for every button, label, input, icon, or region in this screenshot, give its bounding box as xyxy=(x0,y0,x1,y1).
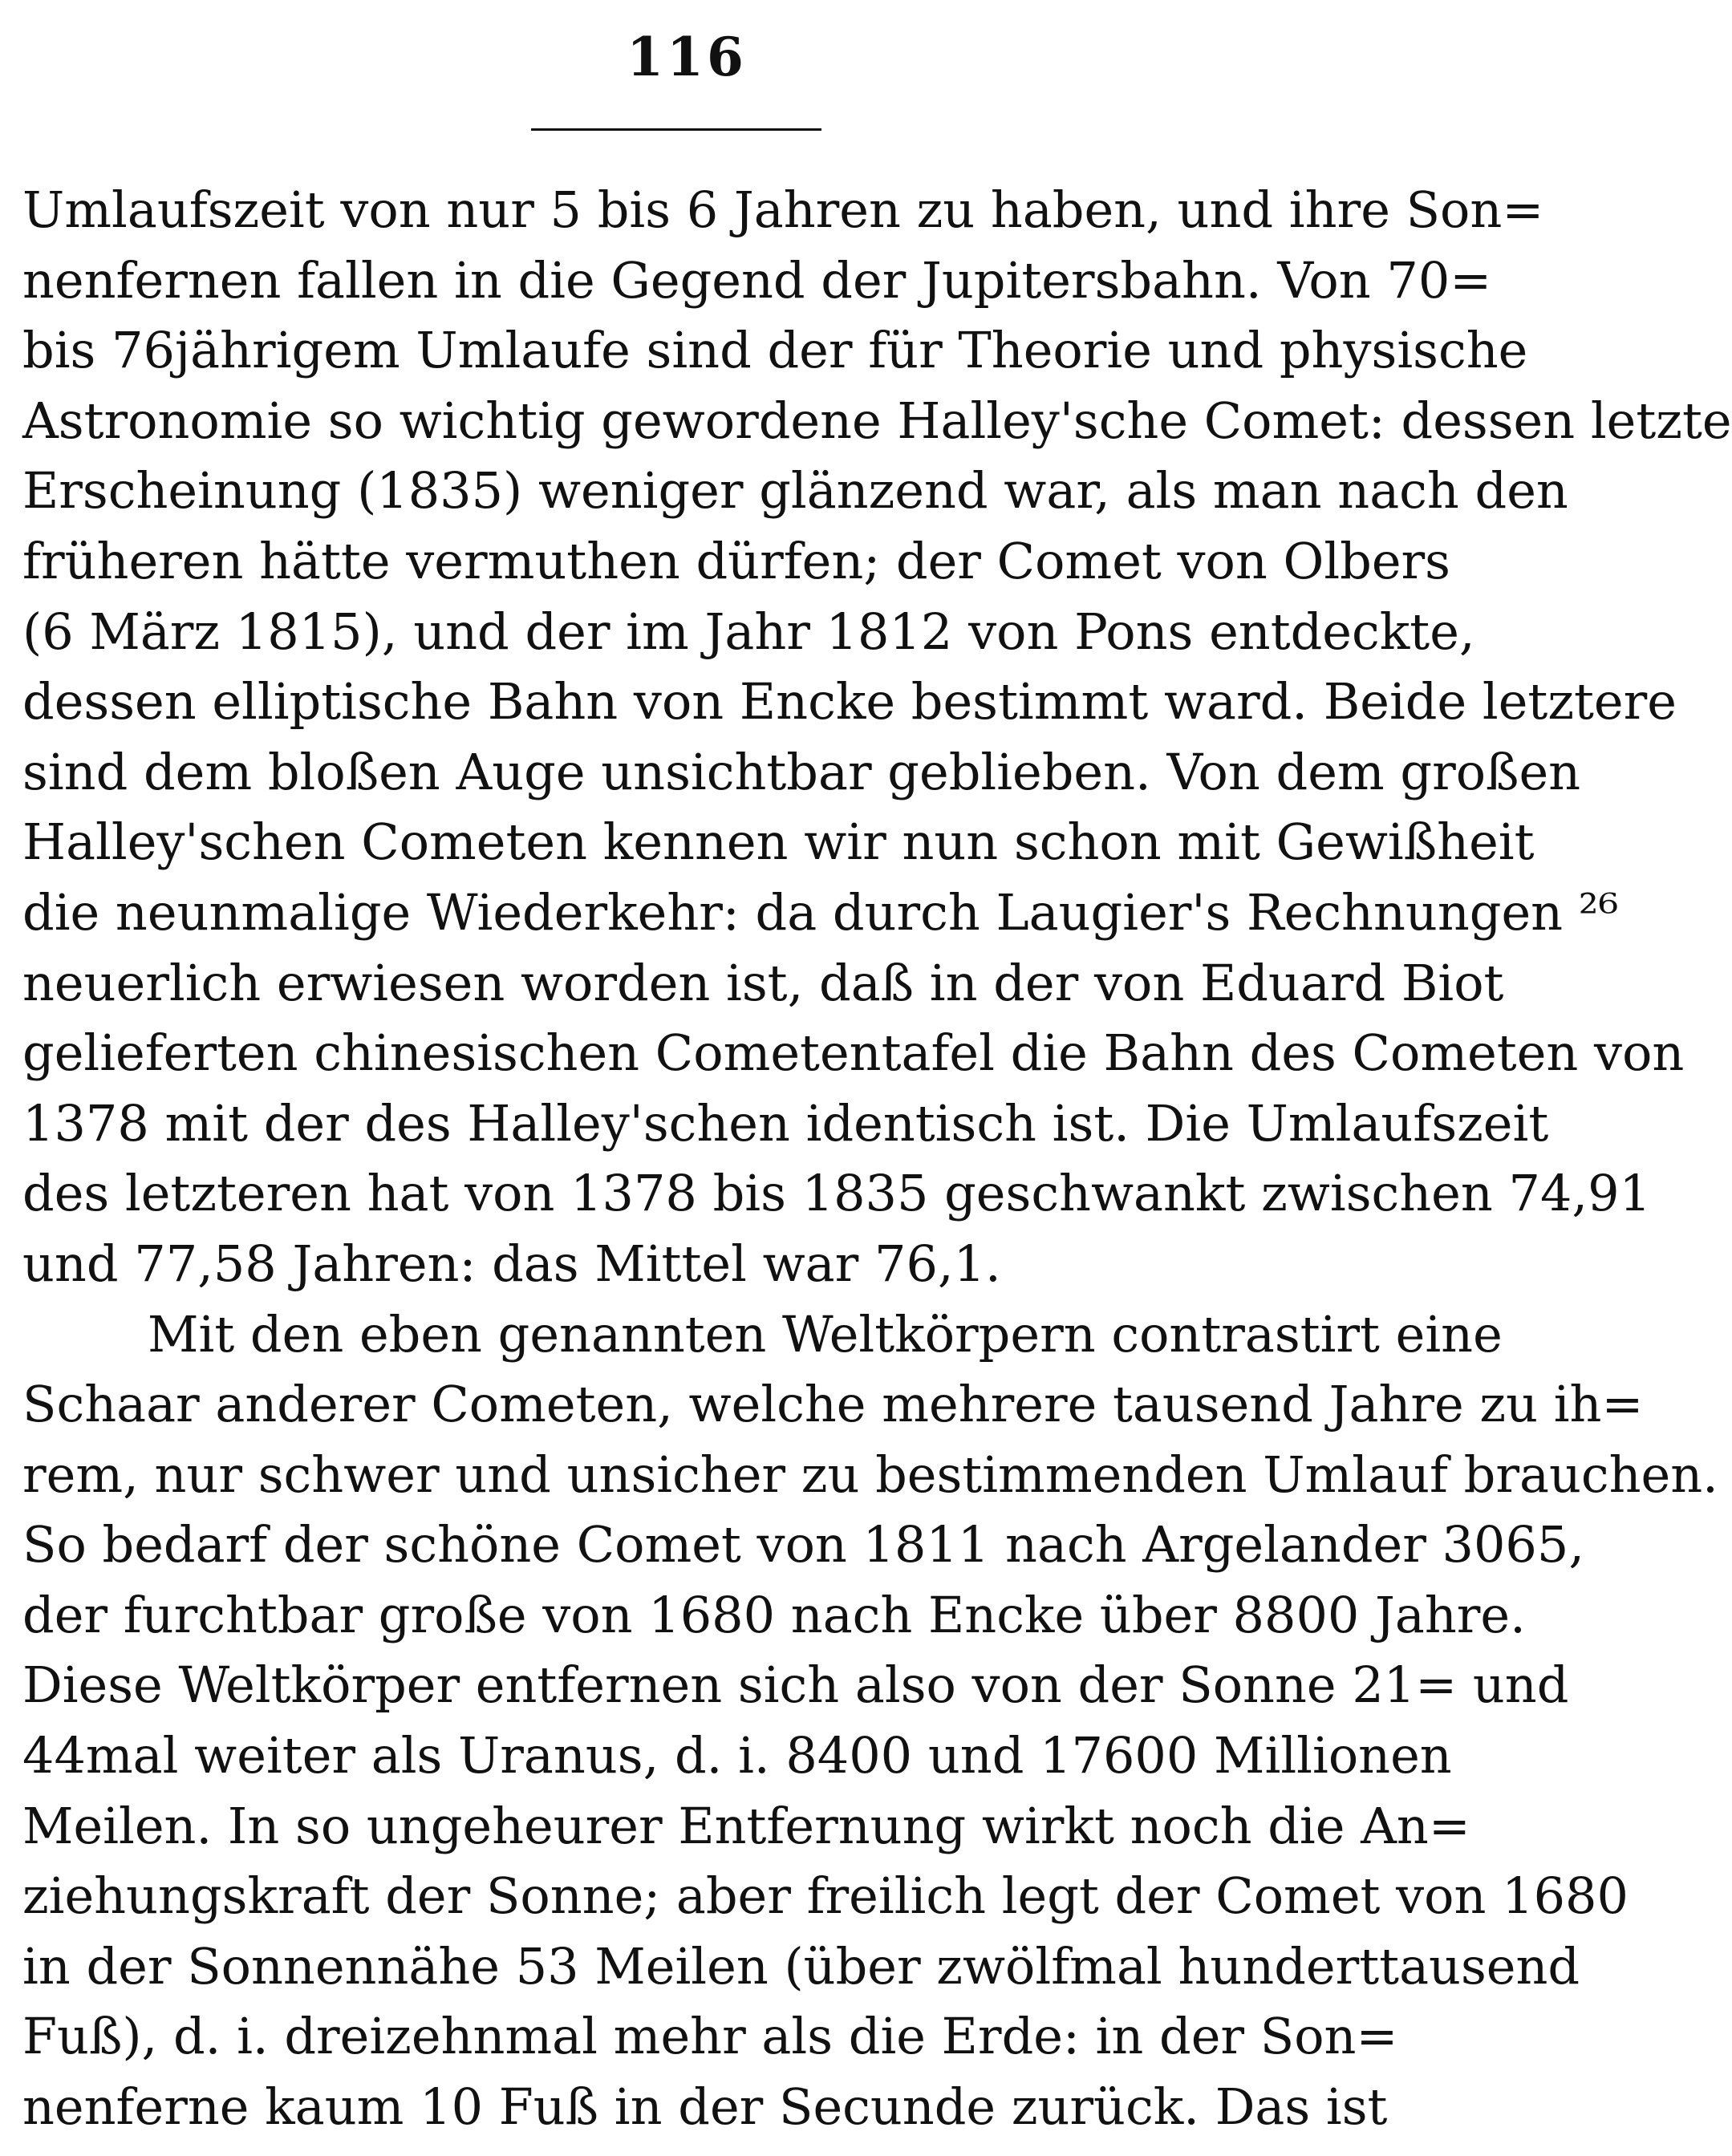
text-line: früheren hätte vermuthen dürfen; der Comet von Olbers xyxy=(22,531,1450,590)
text-line: 1378 mit der des Halley'schen identisch ist. Die Umlaufszeit xyxy=(22,1093,1549,1153)
text-line: ziehungskraft der Sonne; aber freilich legt der Comet von 1680 xyxy=(22,1866,1629,1926)
body-text xyxy=(22,175,1732,2142)
text-line: in der Sonnennähe 53 Meilen (über zwölfmal hunderttausend xyxy=(22,1936,1580,1996)
text-line: nenfernen fallen in die Gegend der Jupitersbahn. Von 70= xyxy=(22,250,1492,310)
text-line: bis 76jährigem Umlaufe sind der für Theorie und physische xyxy=(22,321,1528,380)
text-line: neuerlich erwiesen worden ist, daß in der von Eduard Biot xyxy=(22,953,1504,1012)
page-number: 116 xyxy=(627,26,747,88)
header-rule xyxy=(531,128,821,131)
text-line: und 77,58 Jahren: das Mittel war 76,1. xyxy=(22,1234,1001,1293)
text-line: Astronomie so wichtig gewordene Halley'sche Comet: dessen letzte xyxy=(22,391,1732,450)
text-line: Fuß), d. i. dreizehnmal mehr als die Erde: in der Son= xyxy=(22,2007,1398,2066)
text-line: der furchtbar große von 1680 nach Encke über 8800 Jahre. xyxy=(22,1585,1526,1644)
text-line: die neunmalige Wiederkehr: da durch Laugier's Rechnungen ²⁶ xyxy=(22,882,1619,942)
text-line: Umlaufszeit von nur 5 bis 6 Jahren zu haben, und ihre Son= xyxy=(22,180,1544,239)
text-line: 44mal weiter als Uranus, d. i. 8400 und 17600 Millionen xyxy=(22,1726,1452,1785)
text-line: dessen elliptische Bahn von Encke bestimmt ward. Beide letztere xyxy=(22,672,1677,732)
text-line: rem, nur schwer und unsicher zu bestimmenden Umlauf brauchen. xyxy=(22,1445,1718,1504)
text-line: Diese Weltkörper entfernen sich also von der Sonne 21= und xyxy=(22,1656,1569,1715)
text-line: nenferne kaum 10 Fuß in der Secunde zurück. Das ist xyxy=(22,2077,1388,2137)
text-line: So bedarf der schöne Comet von 1811 nach Argelander 3065, xyxy=(22,1515,1585,1574)
text-line: Halley'schen Cometen kennen wir nun schon mit Gewißheit xyxy=(22,813,1535,872)
text-line: Schaar anderer Cometen, welche mehrere tausend Jahre zu ih= xyxy=(22,1375,1644,1434)
text-line: gelieferten chinesischen Cometentafel die Bahn des Cometen von xyxy=(22,1023,1685,1083)
text-line: sind dem bloßen Auge unsichtbar geblieben. Von dem großen xyxy=(22,742,1581,801)
text-line: des letzteren hat von 1378 bis 1835 geschwankt zwischen 74,91 xyxy=(22,1164,1651,1223)
text-line: Erscheinung (1835) weniger glänzend war, als man nach den xyxy=(22,461,1568,521)
text-line: (6 März 1815), und der im Jahr 1812 von Pons entdeckte, xyxy=(22,602,1475,661)
text-line: Mit den eben genannten Weltkörpern contrastirt eine xyxy=(148,1304,1503,1364)
text-line: Meilen. In so ungeheurer Entfernung wirkt noch die An= xyxy=(22,1796,1470,1855)
